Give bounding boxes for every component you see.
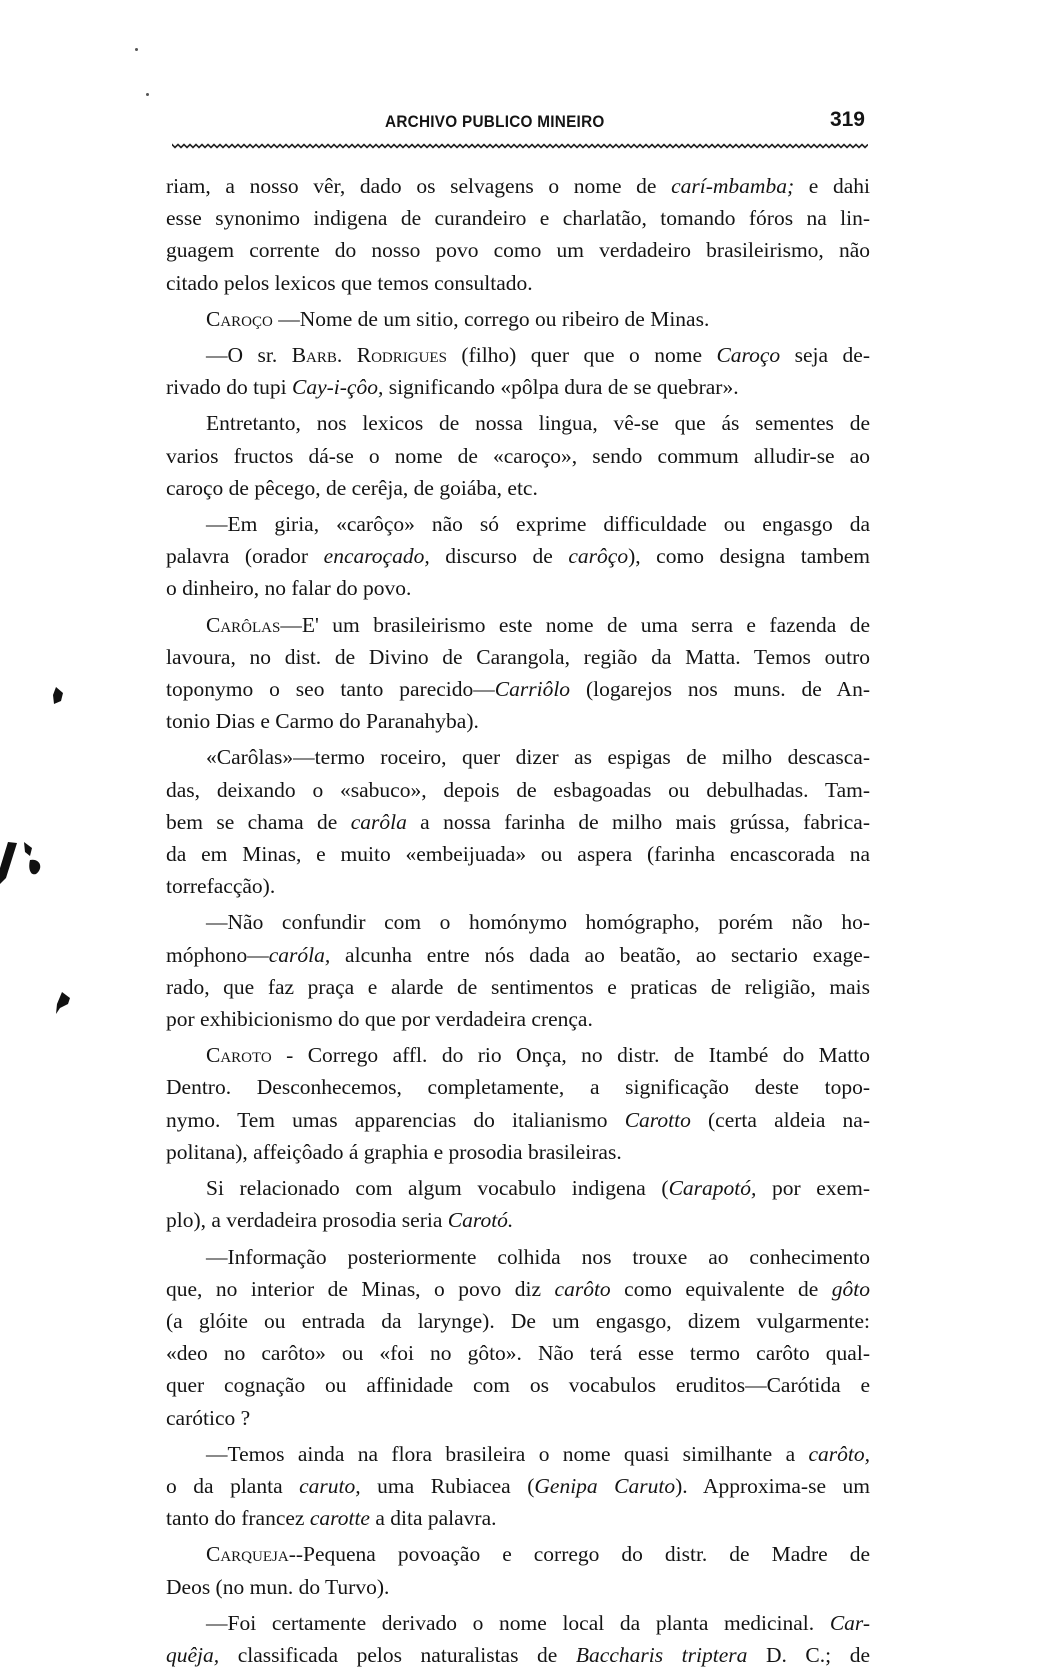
entry-headword: Caroço: [206, 306, 273, 331]
margin-ink-mark: [50, 685, 70, 709]
italic-term: encaroçado,: [323, 544, 430, 569]
text-line: [166, 838, 870, 870]
italic-term: gôto: [831, 1276, 870, 1301]
text-line: [166, 1273, 870, 1305]
italic-term: Carriôlo: [494, 677, 571, 702]
text-run: —Nome de um sitio, corrego ou ribeiro de Minas.: [272, 306, 710, 331]
text-line: [166, 806, 870, 838]
text-run: —E' um brasileirismo este nome de uma serra e fazenda de: [280, 612, 870, 637]
margin-ink-mark: [52, 990, 76, 1018]
text-run: o da planta: [166, 1473, 300, 1498]
text-run: rado, que faz praça e alarde de sentimentos e praticas de religião, mais: [166, 974, 870, 999]
text-run: plo), a verdadeira prosodia seria: [166, 1208, 448, 1233]
text-run: (logarejos nos muns. de An-: [570, 677, 870, 702]
paragraph: [166, 1172, 870, 1236]
paragraph: [166, 303, 870, 335]
text-run: (a glóite ou entrada da larynge). De um engasgo, dizem vulgarmente:: [166, 1308, 870, 1333]
text-line: [166, 1607, 870, 1639]
text-run: discurso de: [429, 544, 569, 569]
text-run: torrefacção).: [166, 874, 276, 899]
paragraph: [166, 1607, 870, 1671]
text-run: «deo no carôto» ou «foi no gôto». Não terá esse termo carôto qual-: [166, 1341, 870, 1366]
italic-term: carí-mbamba;: [671, 174, 795, 198]
text-line: [166, 1571, 870, 1603]
text-run: ). Approxima-se um: [675, 1473, 870, 1498]
italic-term: Cay-i-çôo,: [292, 375, 384, 400]
text-run: —Não confundir com o homónymo homógrapho, porém não ho-: [206, 910, 870, 935]
italic-term: Caroço: [716, 343, 781, 368]
paragraph: [166, 1538, 870, 1602]
text-run: —Temos ainda na flora brasileira o nome quasi similhante a: [206, 1441, 809, 1466]
text-run: o dinheiro, no falar do povo.: [166, 576, 412, 601]
paragraph: [166, 170, 870, 299]
paragraph: [166, 1241, 870, 1434]
italic-term: Baccharis triptera: [575, 1642, 748, 1667]
text-line: [166, 1438, 870, 1470]
text-run: que, no interior de Minas, o povo diz: [166, 1276, 555, 1301]
text-run: Deos (no mun. do Turvo).: [166, 1574, 390, 1599]
text-run: Si relacionado com algum vocabulo indigena (: [206, 1176, 669, 1201]
italic-term: Car-: [829, 1610, 870, 1635]
text-run: carótico ?: [166, 1405, 251, 1430]
paragraph: [166, 906, 870, 1035]
paragraph: [166, 609, 870, 738]
text-run: como equivalente de: [610, 1276, 832, 1301]
text-run: nymo. Tem umas apparencias do italianismo: [166, 1107, 625, 1132]
text-run: (filho) quer que o nome: [446, 343, 717, 368]
text-run: —O sr.: [206, 343, 292, 368]
text-run: - Corrego affl. do rio Onça, no distr. de Itambé do Matto: [271, 1043, 870, 1068]
text-line: [166, 1538, 870, 1570]
text-run: seja de-: [780, 343, 871, 368]
text-run: por exem-: [756, 1176, 870, 1201]
text-line: [166, 267, 870, 299]
text-line: [166, 472, 870, 504]
page-number: 319: [829, 108, 865, 131]
text-run: a nossa farinha de milho mais grússa, fabrica-: [406, 809, 870, 834]
paragraph: [166, 508, 870, 605]
text-run: varios fructos dá-se o nome de «caroço», sendo commum alludir-se ao: [166, 443, 870, 468]
text-run: e dahi: [794, 174, 870, 198]
text-run: citado pelos lexicos que temos consultado.: [166, 270, 533, 295]
text-line: [166, 170, 870, 202]
text-line: [166, 1104, 870, 1136]
body-text: [166, 170, 870, 1675]
paragraph: [166, 1438, 870, 1535]
text-line: [166, 572, 870, 604]
text-run: rivado do tupi: [166, 375, 292, 400]
text-line: [166, 1305, 870, 1337]
text-run: D. C.; de: [747, 1642, 870, 1667]
text-line: [166, 202, 870, 234]
text-run: uma Rubiacea (: [360, 1473, 535, 1498]
text-run: toponymo o seo tanto parecido—: [166, 677, 495, 702]
text-run: —Em giria, «carôço» não só exprime difficuldade ou engasgo da: [206, 512, 870, 537]
text-line: [166, 870, 870, 902]
text-line: [166, 1039, 870, 1071]
italic-term: carotte: [309, 1506, 370, 1531]
text-line: [166, 1136, 870, 1168]
text-line: [166, 906, 870, 938]
running-title: ARCHIVO PUBLICO MINEIRO: [385, 112, 605, 131]
text-line: [166, 939, 870, 971]
entry-headword: Carôlas: [206, 612, 281, 637]
text-line: [166, 971, 870, 1003]
text-line: [166, 1172, 870, 1204]
text-run: lavoura, no dist. de Divino de Carangola, região da Matta. Temos outro: [166, 644, 870, 669]
text-run: da em Minas, e muito «embeijuada» ou aspera (farinha encascorada na: [166, 842, 870, 867]
text-line: [166, 1337, 870, 1369]
text-line: [166, 407, 870, 439]
italic-term: carôla: [350, 809, 407, 834]
italic-term: carôço: [568, 544, 629, 569]
paragraph: [166, 407, 870, 504]
italic-term: Genipa Caruto: [534, 1473, 676, 1498]
paragraph: [166, 1039, 870, 1168]
text-line: [166, 673, 870, 705]
scan-speck: [135, 48, 138, 51]
text-run: caroço de pêcego, de cerêja, de goiába, etc.: [166, 475, 538, 500]
entry-headword: Caroto: [206, 1043, 272, 1068]
text-run: tonio Dias e Carmo do Paranahyba).: [166, 709, 479, 734]
text-line: [166, 508, 870, 540]
text-line: [166, 1402, 870, 1434]
text-line: [166, 303, 870, 335]
text-run: «Carôlas»—termo roceiro, quer dizer as espigas de milho descasca-: [206, 745, 870, 770]
text-run: bem se chama de: [166, 809, 351, 834]
text-line: [166, 1502, 870, 1534]
text-line: [166, 741, 870, 773]
entry-headword: Barb. Rodrigues: [291, 343, 447, 368]
text-run: Dentro. Desconhecemos, completamente, a significação deste topo-: [166, 1075, 870, 1100]
italic-term: Carotto: [624, 1107, 691, 1132]
text-run: ), como designa tambem: [628, 544, 870, 569]
italic-term: Carapotó,: [668, 1176, 757, 1201]
italic-term: carôto,: [808, 1441, 870, 1466]
text-run: (certa aldeia na-: [690, 1107, 871, 1132]
text-run: móphono—: [166, 942, 269, 967]
scan-speck: [146, 93, 149, 96]
wavy-header-rule: [172, 143, 868, 149]
text-line: [166, 1639, 870, 1671]
text-line: [166, 1071, 870, 1103]
italic-term: carôto: [554, 1276, 611, 1301]
text-run: a dita palavra.: [369, 1506, 497, 1531]
text-line: [166, 440, 870, 472]
text-run: politana), affeiçôado á graphia e prosodia brasileiras.: [166, 1139, 622, 1164]
text-line: [166, 1204, 870, 1236]
text-run: classificada pelos naturalistas de: [219, 1642, 576, 1667]
text-run: significando «pôlpa dura de se quebrar».: [383, 375, 739, 400]
italic-term: caruto,: [299, 1473, 361, 1498]
text-line: [166, 339, 870, 371]
text-line: [166, 1003, 870, 1035]
paragraph: [166, 741, 870, 902]
text-run: —Informação posteriormente colhida nos trouxe ao conhecimento: [206, 1244, 870, 1269]
text-line: [166, 774, 870, 806]
text-line: [166, 1369, 870, 1401]
text-run: guagem corrente do nosso povo como um verdadeiro brasileirismo, não: [166, 238, 870, 263]
italic-term: Carotó.: [447, 1208, 514, 1233]
text-run: palavra (orador: [166, 544, 324, 569]
margin-ink-mark: [0, 838, 50, 898]
text-line: [166, 234, 870, 266]
text-run: quer cognação ou affinidade com os vocabulos eruditos—Carótida e: [166, 1373, 870, 1398]
text-line: [166, 540, 870, 572]
text-run: alcunha entre nós dada ao beatão, ao sectario exage-: [330, 942, 870, 967]
text-line: [166, 371, 870, 403]
text-run: —Foi certamente derivado o nome local da planta medicinal.: [206, 1610, 830, 1635]
text-run: Entretanto, nos lexicos de nossa lingua, vê-se que ás sementes de: [206, 411, 870, 436]
page-header: [165, 108, 873, 148]
text-run: tanto do francez: [166, 1506, 310, 1531]
italic-term: quêja,: [166, 1642, 220, 1667]
text-run: por exhibicionismo do que por verdadeira crença.: [166, 1007, 593, 1032]
paragraph: [166, 339, 870, 403]
entry-headword: Carqueja: [206, 1542, 289, 1567]
text-line: [166, 641, 870, 673]
text-line: [166, 1241, 870, 1273]
italic-term: caróla,: [268, 942, 331, 967]
text-run: --Pequena povoação e corrego do distr. de Madre de: [288, 1542, 870, 1567]
text-run: riam, a nosso vêr, dado os selvagens o nome de: [166, 174, 672, 198]
text-run: esse synonimo indigena de curandeiro e charlatão, tomando fóros na lin-: [166, 206, 870, 231]
text-line: [166, 609, 870, 641]
text-line: [166, 1470, 870, 1502]
text-line: [166, 705, 870, 737]
text-run: das, deixando o «sabuco», depois de esbagoadas ou debulhadas. Tam-: [166, 777, 870, 802]
